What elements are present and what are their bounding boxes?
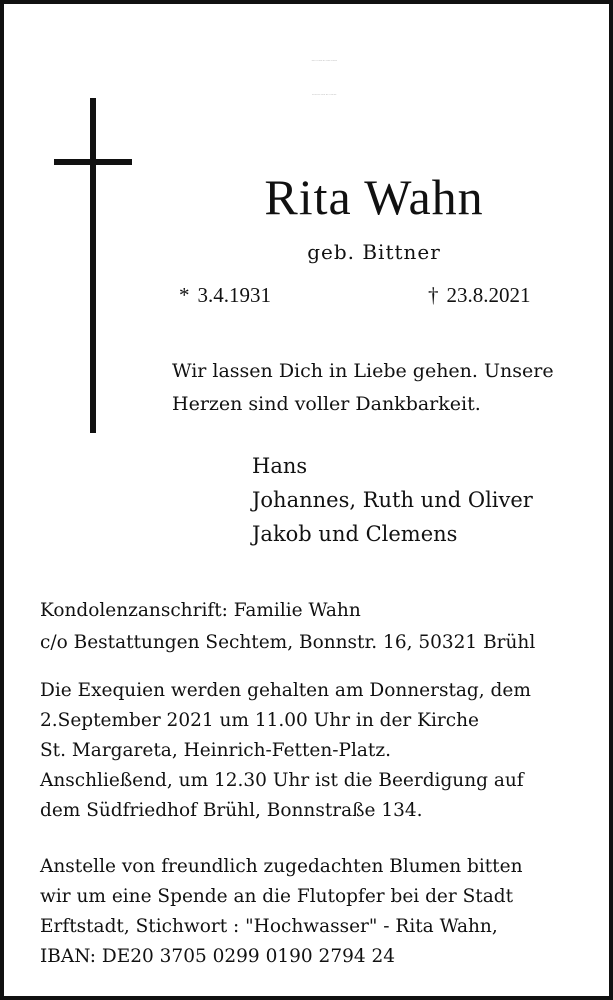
condolence-address: [40, 595, 535, 659]
family-member: Johannes, Ruth und Oliver: [252, 488, 533, 512]
donation-line: IBAN: DE20 3705 0299 0190 2794 24: [40, 946, 396, 967]
birth-date: 3.4.1931: [197, 283, 271, 307]
address-line: c/o Bestattungen Sechtem, Bonnstr. 16, 50321 Brühl: [40, 632, 536, 653]
donation-request: [40, 852, 522, 972]
family-member: Hans: [252, 454, 308, 478]
farewell-text: [172, 355, 554, 421]
death-dagger-icon: †: [428, 283, 439, 307]
service-line: St. Margareta, Heinrich-Fetten-Platz.: [40, 740, 391, 761]
deceased-name: Rita Wahn: [264, 169, 484, 225]
latin-cross-icon: [54, 98, 132, 433]
cross-vertical-bar: [90, 98, 96, 433]
death-date: 23.8.2021: [446, 283, 531, 307]
farewell-line: Wir lassen Dich in Liebe gehen. Unsere: [172, 360, 554, 382]
donation-line: Anstelle von freundlich zugedachten Blumen bitten: [40, 856, 523, 877]
donation-line: wir um eine Spende an die Flutopfer bei der Stadt: [40, 886, 514, 907]
birth-date-line: [179, 283, 271, 308]
service-line: dem Südfriedhof Brühl, Bonnstraße 134.: [40, 800, 423, 821]
family-member: Jakob und Clemens: [252, 522, 458, 546]
service-info: [40, 676, 531, 826]
service-line: Anschließend, um 12.30 Uhr ist die Beerdigung auf: [40, 770, 524, 791]
farewell-line: Herzen sind voller Dankbarkeit.: [172, 393, 481, 415]
service-line: Die Exequien werden gehalten am Donnerstag, dem: [40, 680, 531, 701]
service-line: 2.September 2021 um 11.00 Uhr in der Kirche: [40, 710, 479, 731]
address-line: Kondolenzanschrift: Familie Wahn: [40, 600, 361, 621]
death-date-line: [428, 283, 531, 308]
birth-star-icon: *: [179, 283, 190, 307]
cross-horizontal-bar: [54, 159, 132, 165]
donation-line: Erftstadt, Stichwort : "Hochwasser" - Rita Wahn,: [40, 916, 498, 937]
motto-line-2: leuchten die Sterne der Erinnerung.: [312, 95, 337, 96]
maiden-name: geb. Bittner: [307, 240, 441, 264]
motto-line-1: Wenn die Sonne des Lebens untergeht: [311, 61, 338, 62]
family-list: [252, 449, 533, 551]
